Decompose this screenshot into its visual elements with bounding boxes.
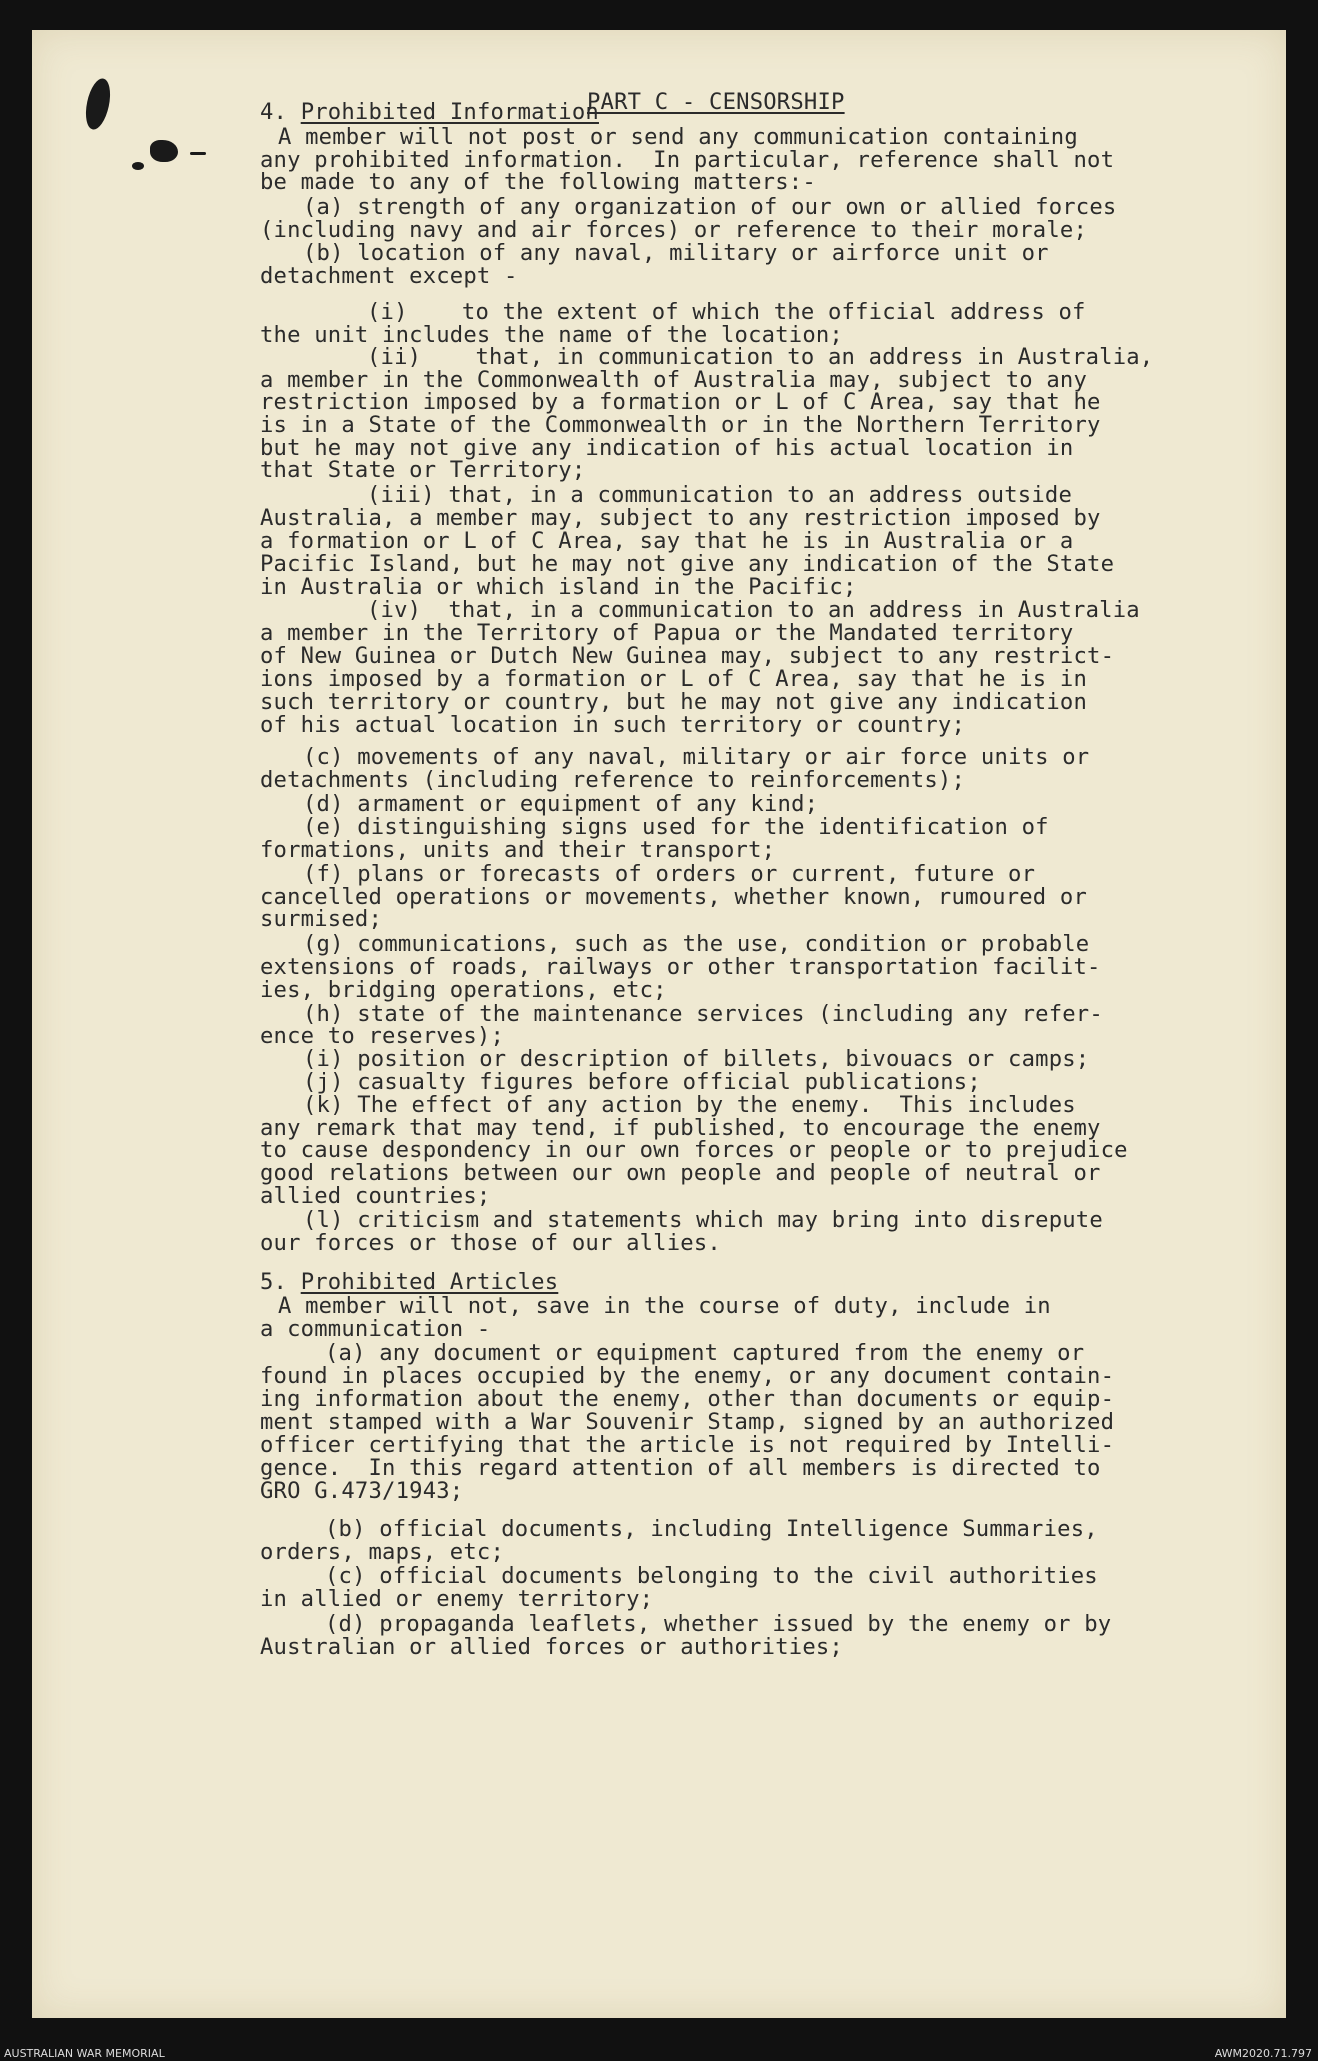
text-line: detachments (including reference to reinforcements); [260,767,966,793]
text-line: (f) plans or forecasts of orders or current, future or [303,861,1036,887]
text-line: surmised; [260,906,383,932]
text-line: allied countries; [260,1183,491,1209]
text-line: A member will not post or send any communication containing [278,124,1078,150]
text-line: (k) The effect of any action by the enemy. This includes [303,1092,1076,1118]
text-line: Australian or allied forces or authorities; [260,1634,843,1660]
text-line: found in places occupied by the enemy, or any document contain- [260,1363,1115,1389]
text-line: a member in the Commonwealth of Australia may, subject to any [260,367,1088,393]
section-heading: Prohibited Information [300,99,599,125]
text-line: any remark that may tend, if published, to encourage the enemy [260,1115,1101,1141]
text-line: 4. Prohibited Information [260,99,599,125]
text-line: (g) communications, such as the use, condition or probable [303,931,1090,957]
text-line: (including navy and air forces) or reference to their morale; [260,217,1088,243]
text-line: (i) to the extent of which the official address of [367,299,1086,325]
text-line: officer certifying that the article is not required by Intelli- [260,1432,1115,1458]
text-line: our forces or those of our allies. [260,1230,721,1256]
text-line: cancelled operations or movements, whether known, rumoured or [260,884,1088,910]
document-body [32,30,1286,2018]
text-line: restriction imposed by a formation or L of C Area, say that he [260,389,1101,415]
text-line: GRO G.473/1943; [260,1478,464,1504]
text-line: (l) criticism and statements which may bring into disrepute [303,1207,1103,1233]
text-line: but he may not give any indication of his actual location in [260,435,1074,461]
text-line: formations, units and their transport; [260,837,776,863]
text-line: ment stamped with a War Souvenir Stamp, signed by an authorized [260,1409,1115,1435]
text-line: a formation or L of C Area, say that he is in Australia or a [260,528,1074,554]
text-line: (d) armament or equipment of any kind; [303,791,819,817]
text-line: detachment except - [260,263,518,289]
text-line: such territory or country, but he may not give any indication [260,689,1088,715]
text-line: (iii) that, in a communication to an address outside [367,482,1073,508]
text-line: (h) state of the maintenance services (including any refer- [303,1001,1103,1027]
text-line: (d) propaganda leaflets, whether issued by the enemy or by [325,1611,1112,1637]
text-line: ies, bridging operations, etc; [260,977,667,1003]
archive-footer [0,2046,1318,2061]
text-line: (e) distinguishing signs used for the identification of [303,814,1049,840]
text-line: in Australia or which island in the Pacific; [260,574,857,600]
text-line: A member will not, save in the course of duty, include in [278,1293,1051,1319]
text-line: (c) movements of any naval, military or air force units or [303,744,1090,770]
text-line: a member in the Territory of Papua or the Mandated territory [260,620,1074,646]
text-line: (iv) that, in a communication to an address in Australia [367,597,1140,623]
text-line: ing information about the enemy, other than documents or equip- [260,1386,1115,1412]
text-line: that State or Territory; [260,457,586,483]
text-line: to cause despondency in our own forces or people or to prejudice [260,1137,1128,1163]
section-heading: Prohibited Articles [300,1269,559,1295]
text-line: Australia, a member may, subject to any restriction imposed by [260,505,1101,531]
text-line: any prohibited information. In particular, reference shall not [260,147,1115,173]
text-line: is in a State of the Commonwealth or in the Northern Territory [260,412,1101,438]
text-line: (c) official documents belonging to the civil authorities [325,1563,1098,1589]
archive-name: AUSTRALIAN WAR MEMORIAL [4,2047,165,2060]
text-line: a communication - [260,1316,491,1342]
text-line: 5. Prohibited Articles [260,1269,559,1295]
text-line: be made to any of the following matters:- [260,169,816,195]
text-line: good relations between our own people and people of neutral or [260,1160,1101,1186]
text-line: (a) strength of any organization of our own or allied forces [303,194,1117,220]
page-title: PART C - CENSORSHIP [587,89,845,115]
text-line: (b) location of any naval, military or airforce unit or [303,240,1049,266]
text-line: of New Guinea or Dutch New Guinea may, subject to any restrict- [260,643,1115,669]
text-line: in allied or enemy territory; [260,1586,654,1612]
text-line: orders, maps, etc; [260,1539,505,1565]
text-line: (i) position or description of billets, bivouacs or camps; [303,1046,1090,1072]
document-page [32,30,1286,2018]
text-line: (j) casualty figures before official publications; [303,1069,981,1095]
text-line: Pacific Island, but he may not give any indication of the State [260,551,1115,577]
text-line: the unit includes the name of the location; [260,322,843,348]
text-line: (a) any document or equipment captured from the enemy or [325,1340,1085,1366]
text-line: (b) official documents, including Intelligence Summaries, [325,1516,1098,1542]
text-line: ence to reserves); [260,1023,505,1049]
archive-reference: AWM2020.71.797 [1214,2047,1312,2060]
text-line: of his actual location in such territory or country; [260,712,966,738]
text-line: gence. In this regard attention of all members is directed to [260,1455,1101,1481]
text-line: ions imposed by a formation or L of C Area, say that he is in [260,666,1088,692]
text-line: (ii) that, in communication to an address in Australia, [367,344,1154,370]
text-line: extensions of roads, railways or other transportation facilit- [260,954,1101,980]
